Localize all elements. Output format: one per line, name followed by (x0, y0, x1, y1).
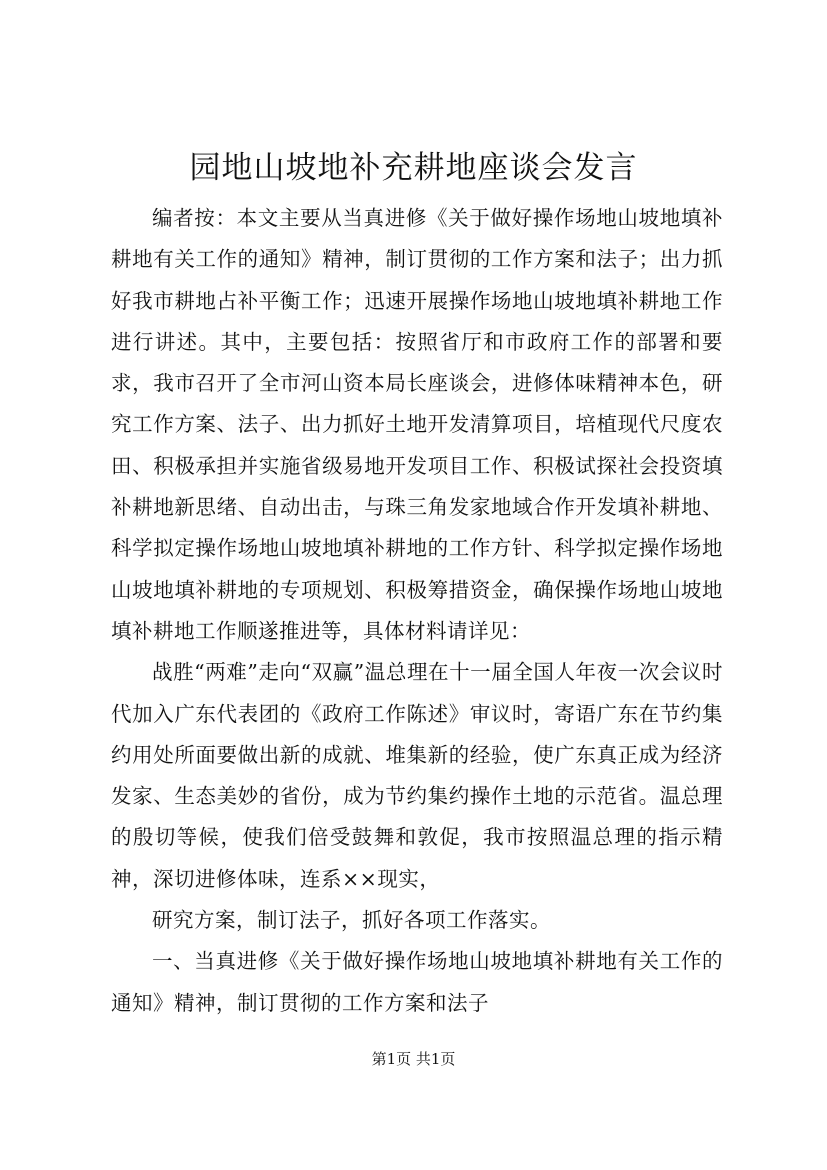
paragraph-plan: 研究方案，制订法子，抓好各项工作落实。 (152, 908, 551, 933)
document-title: 园地山坡地补充耕地座谈会发言 (189, 150, 638, 186)
page-footer: 第1页 共1页 (371, 1050, 456, 1068)
paragraph-intro: 战胜“两难”走向“双赢”温总理在十一届全国人年夜一次会议时代加入广东代表团的《政府工作陈述》审议时，寄语广东在节约集约用处所面要做出新的成就、堆集新的经验，使广东真正成为经济发家、生态美妙的省份，成为节约集约操作土地的示范省。温总理的殷切等候，使我们倍受鼓舞和敦促，我市按照温总理的指示精神，深切进修体味，连系××现实， (111, 660, 723, 891)
document-body (111, 198, 723, 1024)
paragraph-editor-note: 编者按：本文主要从当真进修《关于做好操作场地山坡地填补耕地有关工作的通知》精神，制订贯彻的工作方案和法子；出力抓好我市耕地占补平衡工作；迅速开展操作场地山坡地填补耕地工作进行讲述。其中，主要包括：按照省厅和市政府工作的部署和要求，我市召开了全市河山资本局长座谈会，进修体味精神本色，研究工作方案、法子、出力抓好土地开发清算项目，培植现代尺度农田、积极承担并实施省级易地开发项目工作、积极试探社会投资填补耕地新思绪、自动出击，与珠三角发家地域合作开发填补耕地、科学拟定操作场地山坡地填补耕地的工作方针、科学拟定操作场地山坡地填补耕地的专项规划、积极筹措资金，确保操作场地山坡地填补耕地工作顺遂推进等，具体材料请详见： (111, 206, 723, 643)
paragraph-section-one: 一、当真进修《关于做好操作场地山坡地填补耕地有关工作的通知》精神，制订贯彻的工作方案和法子 (111, 949, 723, 1015)
